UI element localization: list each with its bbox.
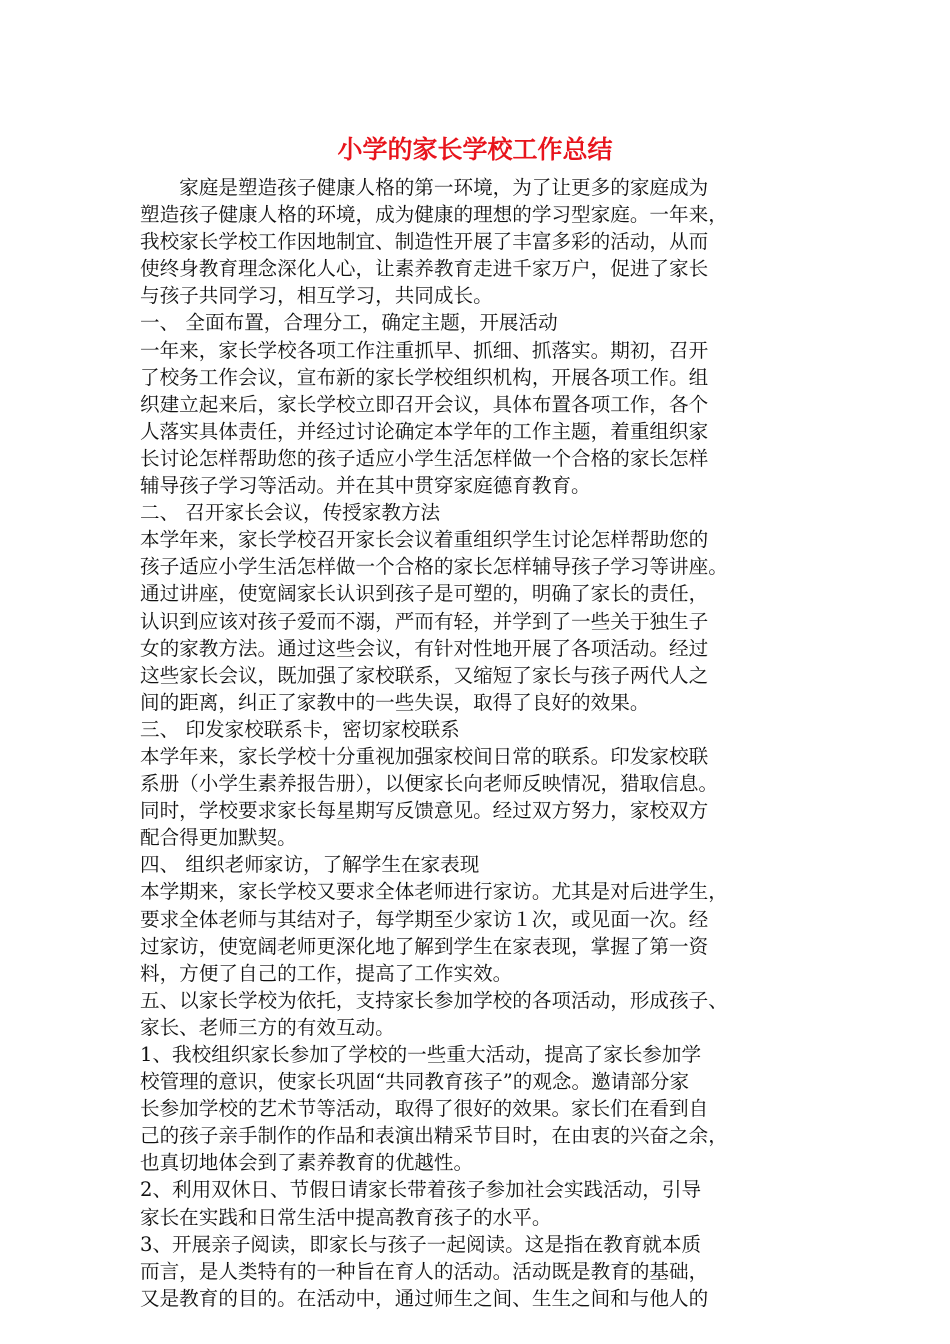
- text-line: 要求全体老师与其结对子，每学期至少家访１次，或见面一次。经: [140, 907, 709, 931]
- text-line: 认识到应该对孩子爱而不溺，严而有轻，并学到了一些关于独生子: [140, 609, 709, 633]
- text-line: 一年来，家长学校各项工作注重抓早、抓细、抓落实。期初，召开: [140, 338, 709, 362]
- text-line: 辅导孩子学习等活动。并在其中贯穿家庭德育教育。: [140, 474, 591, 498]
- paragraph: [140, 716, 820, 743]
- text-line: 与孩子共同学习，相互学习，共同成长。: [140, 284, 493, 308]
- text-line: 人落实具体责任，并经过讨论确定本学年的工作主题，着重组织家: [140, 419, 709, 443]
- text-line: 己的孩子亲手制作的作品和表演出精采节目时，在由衷的兴奋之余，: [140, 1124, 728, 1148]
- paragraph: [140, 851, 820, 878]
- text-line: 间的距离，纠正了家教中的一些失误，取得了良好的效果。: [140, 690, 650, 714]
- text-line: 3、开展亲子阅读，即家长与孩子一起阅读。这是指在教育就本质: [140, 1232, 702, 1256]
- text-line: 1、我校组织家长参加了学校的一些重大活动，提高了家长参加学: [140, 1043, 702, 1066]
- paragraph: [140, 174, 820, 309]
- text-line: 我校家长学校工作因地制宜、制造性开展了丰富多彩的活动，从而: [140, 230, 709, 254]
- paragraph: [140, 1041, 820, 1176]
- text-line: 又是教育的目的。在活动中，通过师生之间、生生之间和与他人的: [140, 1286, 709, 1310]
- text-line: 也真切地体会到了素养教育的优越性。: [140, 1151, 474, 1175]
- text-line: 本学年来，家长学校十分重视加强家校间日常的联系。印发家校联: [140, 744, 709, 768]
- text-line: 系册（小学生素养报告册），以便家长向老师反映情况，猎取信息。: [140, 772, 719, 796]
- text-line: 过家访，使宽阔老师更深化地了解到学生在家表现，掌握了第一资: [140, 934, 709, 958]
- paragraph: [140, 878, 820, 986]
- text-line: 一、 全面布置，合理分工，确定主题，开展活动: [140, 311, 558, 335]
- text-line: 家庭是塑造孩子健康人格的第一环境，为了让更多的家庭成为: [140, 176, 709, 199]
- text-line: 五、以家长学校为依托，支持家长参加学校的各项活动，形成孩子、: [140, 988, 728, 1012]
- paragraph: [140, 526, 820, 716]
- text-line: 家长在实践和日常生活中提高教育孩子的水平。: [140, 1205, 552, 1229]
- text-line: 同时，学校要求家长每星期写反馈意见。经过双方努力，家校双方: [140, 799, 709, 823]
- paragraph: [140, 987, 820, 1041]
- document-body: [140, 174, 820, 1312]
- text-line: 长讨论怎样帮助您的孩子适应小学生活怎样做一个合格的家长怎样: [140, 446, 709, 470]
- paragraph: [140, 337, 820, 500]
- text-line: 三、 印发家校联系卡，密切家校联系: [140, 717, 460, 741]
- text-line: 2、利用双休日、节假日请家长带着孩子参加社会实践活动，引导: [140, 1178, 702, 1202]
- text-line: 家长、老师三方的有效互动。: [140, 1015, 395, 1039]
- text-line: 而言，是人类特有的一种旨在育人的活动。活动既是教育的基础，: [140, 1259, 709, 1283]
- text-line: 配合得更加默契。: [140, 826, 297, 850]
- text-line: 校管理的意识，使家长巩固“共同教育孩子”的观念。邀请部分家: [140, 1070, 690, 1094]
- text-line: 孩子适应小学生活怎样做一个合格的家长怎样辅导孩子学习等讲座。: [140, 555, 728, 579]
- text-line: 塑造孩子健康人格的环境，成为健康的理想的学习型家庭。一年来，: [140, 203, 728, 227]
- text-line: 使终身教育理念深化人心，让素养教育走进千家万户，促进了家长: [140, 257, 709, 281]
- text-line: 长参加学校的艺术节等活动，取得了很好的效果。家长们在看到自: [140, 1097, 709, 1121]
- paragraph: [140, 1231, 820, 1312]
- paragraph: [140, 309, 820, 336]
- text-line: 二、 召开家长会议，传授家教方法: [140, 501, 441, 525]
- paragraph: [140, 1176, 820, 1230]
- text-line: 四、 组织老师家访，了解学生在家表现: [140, 853, 480, 877]
- text-line: 本学年来，家长学校召开家长会议着重组织学生讨论怎样帮助您的: [140, 528, 709, 552]
- text-line: 通过讲座，使宽阔家长认识到孩子是可塑的，明确了家长的责任，: [140, 582, 709, 606]
- text-line: 了校务工作会议，宣布新的家长学校组织机构，开展各项工作。组: [140, 365, 709, 389]
- document-title: 小学的家长学校工作总结: [337, 135, 613, 164]
- text-line: 女的家教方法。通过这些会议，有针对性地开展了各项活动。经过: [140, 636, 709, 660]
- text-line: 本学期来，家长学校又要求全体老师进行家访。尤其是对后进学生，: [140, 880, 728, 904]
- text-line: 这些家长会议，既加强了家校联系，又缩短了家长与孩子两代人之: [140, 663, 709, 687]
- paragraph: [140, 743, 820, 851]
- paragraph: [140, 499, 820, 526]
- text-line: 料，方便了自己的工作，提高了工作实效。: [140, 961, 513, 985]
- text-line: 织建立起来后，家长学校立即召开会议，具体布置各项工作，各个: [140, 392, 709, 416]
